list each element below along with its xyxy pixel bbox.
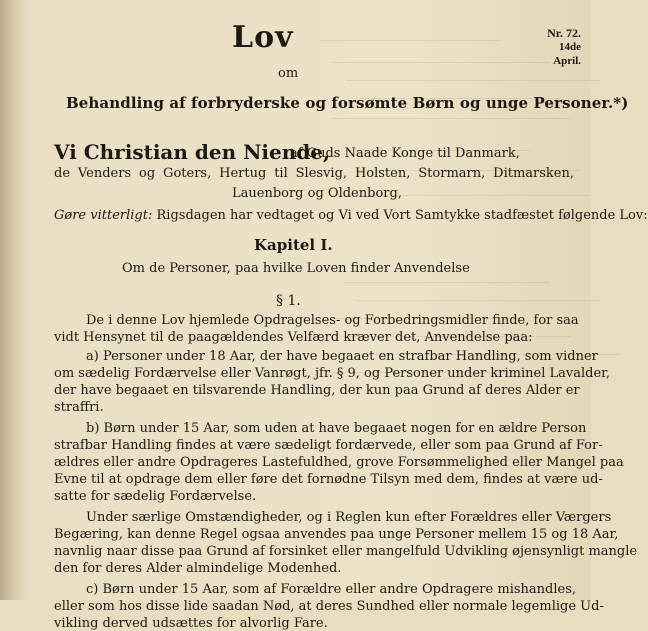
bleed-line: [333, 62, 550, 63]
proclamation-text: Rigsdagen har vedtaget og Vi ved Vort Samtykke stadfæstet følgende Lov:: [156, 208, 648, 223]
bleed-line: [357, 300, 600, 301]
bleed-line: [320, 40, 500, 41]
body-line: De i denne Lov hjemlede Opdragelses- og Forbedringsmidler finde, for saa: [86, 313, 579, 328]
body-line: a) Personer under 18 Aar, der have begaaet en strafbar Handling, som vidner: [86, 349, 598, 364]
body-line: ældres eller andre Opdrageres Lastefuldhed, grove Forsømmelighed eller Mangel paa: [54, 455, 624, 470]
chapter-heading: Kapitel I.: [254, 236, 333, 254]
body-line: vikling derved udsættes for alvorlig Fare.: [54, 616, 328, 631]
bleed-line: [332, 118, 570, 119]
paragraph-mark: § 1.: [276, 293, 301, 309]
body-line: Evne til at opdrage dem eller føre det fornødne Tilsyn med dem, findes at være ud-: [54, 472, 603, 487]
body-line: strafbar Handling findes at være sædeligt fordærvede, eller som paa Grund af For-: [54, 438, 603, 453]
body-line: Under særlige Omstændigheder, og i Reglen kun efter Forældres eller Værgers: [86, 510, 612, 525]
document-title: Lov: [232, 20, 294, 55]
chapter-subheading: Om de Personer, paa hvilke Loven finder Anvendelse: [122, 261, 470, 276]
king-title: af Guds Naade Konge til Danmark,: [290, 146, 520, 161]
body-line: den for deres Alder almindelige Modenhed.: [54, 561, 342, 576]
king-titles-line: de Venders og Goters, Hertug til Slesvig, Holsten, Stormarn, Ditmarsken,: [54, 166, 574, 181]
proclamation: [54, 208, 648, 223]
law-number: [547, 26, 581, 68]
body-line: satte for sædelig Fordærvelse.: [54, 489, 257, 504]
bleed-line: [344, 282, 550, 283]
body-line: c) Børn under 15 Aar, som af Forældre eller andre Opdragere mishandles,: [86, 582, 576, 597]
date-month: April.: [553, 55, 581, 67]
om-line: om: [278, 66, 299, 81]
body-line: straffri.: [54, 400, 104, 415]
proclamation-lead: Gøre vitterligt:: [54, 208, 153, 223]
body-line: navnlig naar disse paa Grund af forsinket eller mangelfuld Udvikling øjensynligt mangle: [54, 544, 638, 559]
body-line: b) Børn under 15 Aar, som uden at have begaaet nogen for en ældre Person: [86, 421, 587, 436]
bleed-line: [346, 80, 600, 81]
body-line: eller som hos disse lide saadan Nød, at deres Sundhed eller normale legemlige Ud-: [54, 599, 604, 614]
body-line: der have begaaet en tilsvarende Handling, der kun paa Grund af deres Alder er: [54, 383, 580, 398]
date-day: 14de: [559, 41, 581, 53]
body-line: om sædelig Fordærvelse eller Vanrøgt, jfr. § 9, og Personer under kriminel Lavalder,: [54, 366, 611, 381]
law-number-label: Nr. 72.: [547, 26, 581, 40]
document-subtitle: Behandling af forbryderske og forsømte Børn og unge Personer.*): [66, 94, 629, 112]
king-titles-line-2: Lauenborg og Oldenborg,: [232, 186, 402, 201]
body-line: Begæring, kan denne Regel ogsaa anvendes paa unge Personer mellem 15 og 18 Aar,: [54, 527, 619, 542]
body-line: vidt Hensynet til de paagældendes Velfærd kræver det, Anvendelse paa:: [54, 330, 533, 345]
king-name: Vi Christian den Niende,: [54, 140, 330, 164]
